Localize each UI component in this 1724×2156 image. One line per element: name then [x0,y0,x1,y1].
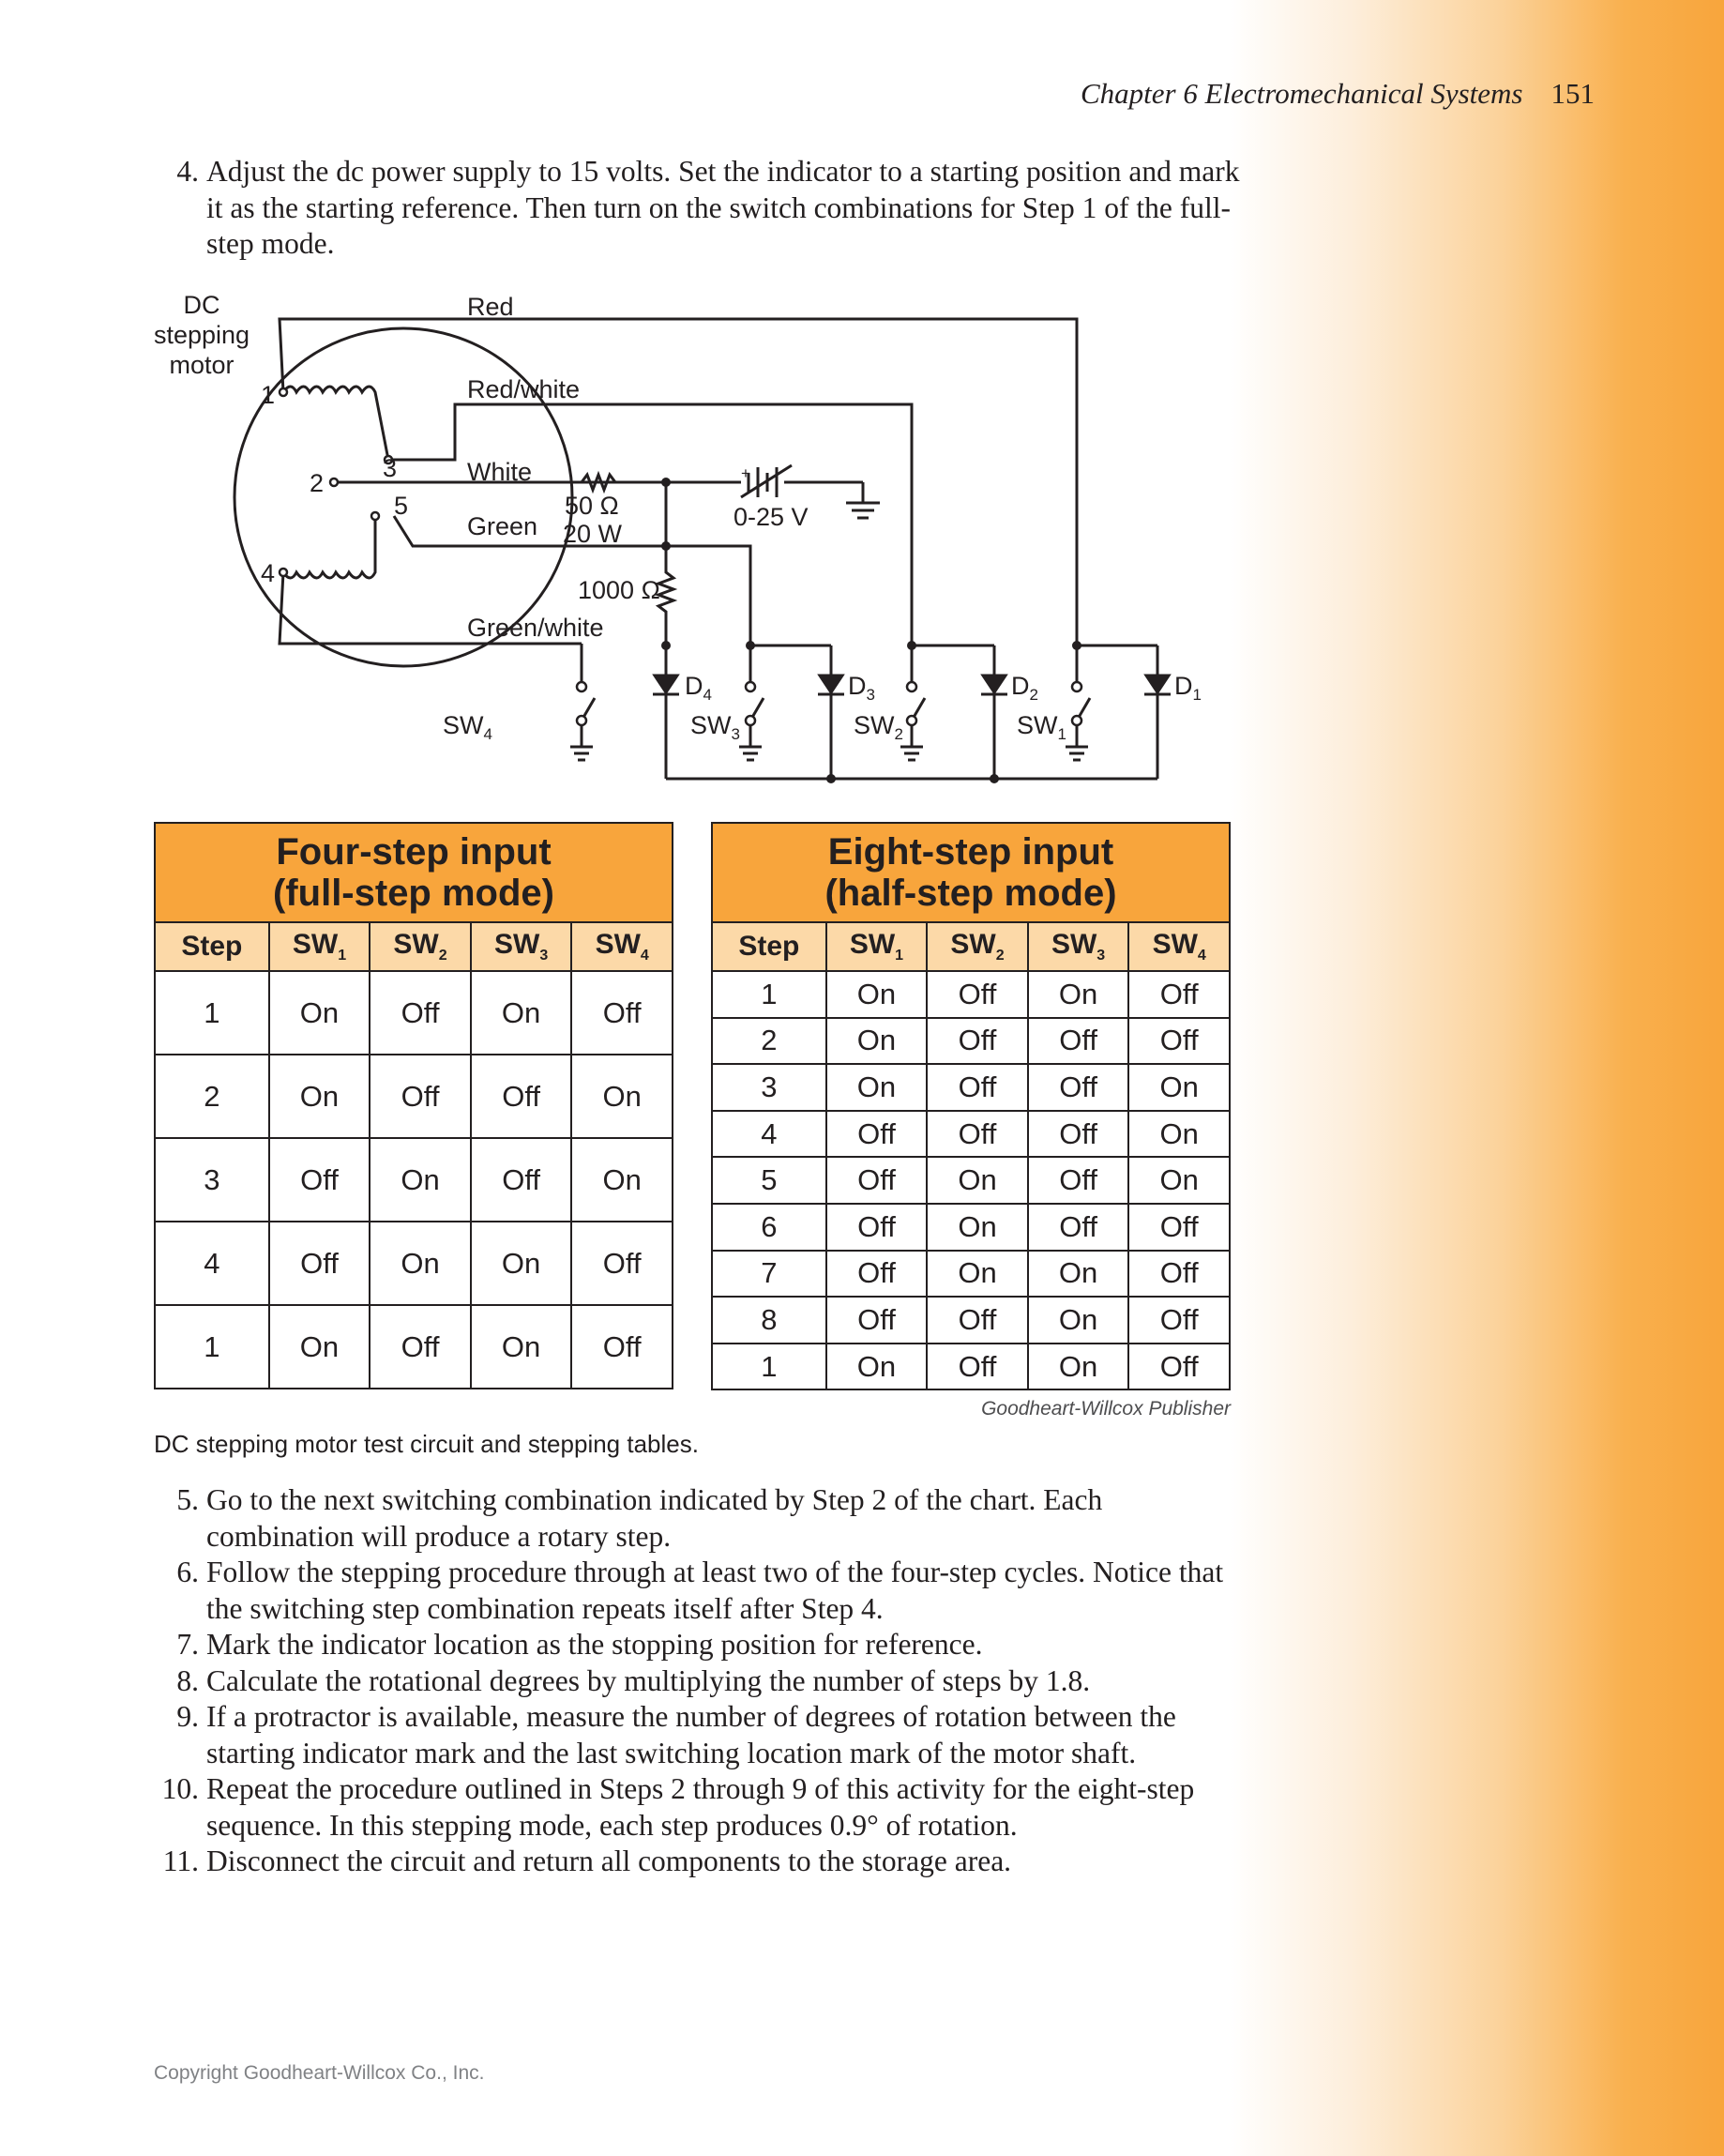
switch-state-cell: Off [826,1251,928,1298]
half-step-table [711,822,1231,1390]
switch-state-cell: Off [269,1222,371,1305]
table-row [155,971,673,1055]
switch-state-cell: On [826,1064,928,1111]
switch-state-cell: Off [927,1297,1028,1344]
resistor-1000-label: 1000 Ω [578,576,660,604]
switch-state-cell: Off [927,1344,1028,1390]
switch-state-cell: Off [1128,1297,1230,1344]
switch-state-cell: Off [1128,1251,1230,1298]
step-text: Adjust the dc power supply to 15 volts. Set the indicator to a starting position and mark it as the starting reference. Then turn on the switch combinations for Step 1 of the full-step mode. [206,155,1240,260]
switch-state-cell: Off [1128,971,1230,1018]
step-cell: 7 [712,1251,826,1298]
column-header: Step [712,922,826,971]
column-header: $SW_4$ [571,922,673,971]
step-number: 10. [161,1772,199,1805]
list-item [152,1844,1240,1880]
step-text: Calculate the rotational degrees by multiplying the number of steps by 1.8. [206,1663,1091,1697]
resistor-50-watt: 20 W [563,520,623,548]
terminal-2-label: 2 [310,469,325,497]
column-header: Step [155,922,269,971]
step-number: 4. [176,155,199,188]
switch-state-cell: On [269,971,371,1055]
switch-state-cell: On [927,1157,1028,1204]
switch-state-cell: Off [471,1055,572,1138]
switch-state-cell: On [927,1204,1028,1251]
step-text: Mark the indicator location as the stopping position for reference. [206,1628,983,1661]
switch-state-cell: Off [826,1111,928,1158]
wire-white-label: White [467,458,533,486]
step-cell: 8 [712,1297,826,1344]
table-row [712,971,1230,1018]
figure-caption: DC stepping motor test circuit and stepping tables. [154,1430,699,1458]
page-number: 151 [1550,77,1595,110]
switch-sw2-label: $SW_2$ [854,711,903,743]
list-item [152,1699,1240,1771]
table-row [155,1055,673,1138]
supply-plus: + [741,464,750,482]
switch-state-cell: Off [471,1138,572,1222]
step-text: Disconnect the circuit and return all components to the storage area. [206,1845,1012,1877]
procedure-step-list [152,1482,1240,1880]
wire-green-white-label: Green/white [467,614,604,642]
switch-state-cell: Off [826,1297,928,1344]
column-header: $SW_2$ [370,922,471,971]
table-row [712,1251,1230,1298]
switch-state-cell: Off [1028,1204,1129,1251]
terminal-1-label: 1 [261,381,276,409]
step-number: 9. [176,1700,199,1733]
column-header: $SW_4$ [1128,922,1230,971]
table-row [712,1344,1230,1390]
switch-state-cell: Off [1128,1018,1230,1065]
motor-label-line1: DC [183,291,220,319]
table-row [712,1204,1230,1251]
orange-sidebar-band [1229,0,1724,2156]
step-cell: 1 [712,971,826,1018]
full-step-title: Four-step input (full-step mode) [155,823,673,922]
switch-state-cell: On [471,971,572,1055]
switch-state-cell: On [571,1055,673,1138]
switch-state-cell: Off [571,1222,673,1305]
step-cell: 3 [155,1138,269,1222]
table-row [712,1018,1230,1065]
copyright-notice: Copyright Goodheart-Willcox Co., Inc. [154,2062,485,2084]
half-step-title: Eight-step input (half-step mode) [712,823,1230,922]
column-header: $SW_1$ [826,922,928,971]
switch-state-cell: Off [826,1204,928,1251]
upper-coil [283,387,388,460]
list-item [152,1627,1240,1663]
switch-state-cell: Off [1028,1111,1129,1158]
switch-sw1-label: $SW_1$ [1017,711,1066,743]
step-cell: 5 [712,1157,826,1204]
switch-state-cell: On [1028,1344,1129,1390]
full-step-table [154,822,673,1389]
list-item [152,1482,1240,1555]
column-header: $SW_3$ [471,922,572,971]
figure-credit: Goodheart-Willcox Publisher [981,1398,1231,1420]
half-step-header-row [712,922,1230,971]
switch-state-cell: Off [826,1157,928,1204]
list-item [152,1555,1240,1627]
switch-sw4-label: $SW_4$ [443,711,492,743]
switch-state-cell: Off [1028,1064,1129,1111]
switch-state-cell: On [826,1018,928,1065]
switch-state-cell: On [571,1138,673,1222]
list-item [152,1771,1240,1844]
switch-state-cell: On [927,1251,1028,1298]
diode-d1-label: $D_1$ [1174,672,1202,704]
step-cell: 3 [712,1064,826,1111]
switch-state-cell: Off [370,1305,471,1389]
step-number: 7. [176,1628,199,1661]
step-cell: 6 [712,1204,826,1251]
switch-state-cell: Off [927,971,1028,1018]
switch-state-cell: Off [269,1138,371,1222]
switch-state-cell: Off [1028,1157,1129,1204]
list-item [152,154,1240,263]
switch-state-cell: On [1128,1064,1230,1111]
lower-coil [283,516,375,578]
switch-state-cell: Off [1028,1018,1129,1065]
step-cell: 1 [712,1344,826,1390]
switch-state-cell: Off [571,1305,673,1389]
terminal-3-label: 3 [383,454,398,482]
table-row [712,1111,1230,1158]
list-item [152,1663,1240,1700]
switch-state-cell: Off [927,1018,1028,1065]
chapter-title: Chapter 6 Electromechanical Systems [1081,77,1523,110]
switch-state-cell: On [1028,1297,1129,1344]
column-header: $SW_2$ [927,922,1028,971]
wire-red-label: Red [467,293,514,321]
step-number: 8. [176,1663,199,1697]
switch-state-cell: On [269,1305,371,1389]
switch-state-cell: On [1028,1251,1129,1298]
step-cell: 1 [155,971,269,1055]
switch-state-cell: Off [1128,1204,1230,1251]
step-cell: 4 [155,1222,269,1305]
step-cell: 4 [712,1111,826,1158]
switch-state-cell: Off [370,971,471,1055]
wire-red-white-label: Red/white [467,375,581,403]
switch-state-cell: On [471,1222,572,1305]
switch-state-cell: On [1128,1111,1230,1158]
table-row [155,1138,673,1222]
motor-label-line3: motor [169,351,234,379]
step-text: Go to the next switching combination indicated by Step 2 of the chart. Each combination will produce a rotary step. [206,1483,1103,1553]
switch-state-cell: Off [927,1111,1028,1158]
step-number: 5. [176,1483,199,1516]
switch-sw3-label: $SW_3$ [690,711,740,743]
switch-state-cell: On [370,1222,471,1305]
step-text: Follow the stepping procedure through at least two of the four-step cycles. Notice that the switching step combination repeats itself after Step 4. [206,1556,1224,1625]
terminal-4-label: 4 [261,559,276,587]
switch-state-cell: Off [571,971,673,1055]
switch-state-cell: On [1028,971,1129,1018]
terminal-5-label: 5 [394,492,409,520]
running-header [844,77,1595,111]
table-row [155,1222,673,1305]
step-cell: 1 [155,1305,269,1389]
switch-state-cell: On [471,1305,572,1389]
wire-green-label: Green [467,512,538,540]
table-row [712,1064,1230,1111]
intro-step-list [152,154,1240,263]
step-number: 6. [176,1556,199,1588]
column-header: $SW_3$ [1028,922,1129,971]
diode-d3-label: $D_3$ [848,672,875,704]
diode-d2-label: $D_2$ [1011,672,1038,704]
diode-d4-label: $D_4$ [685,672,712,704]
switch-state-cell: On [826,1344,928,1390]
supply-label: 0-25 V [733,503,809,531]
table-row [712,1297,1230,1344]
switch-state-cell: On [1128,1157,1230,1204]
table-row [155,1305,673,1389]
switch-state-cell: On [826,971,928,1018]
switch-state-cell: Off [1128,1344,1230,1390]
step-text: Repeat the procedure outlined in Steps 2 through 9 of this activity for the eight-step sequence. In this stepping mode, each step produces 0.9° of rotation. [206,1772,1195,1842]
switch-state-cell: Off [370,1055,471,1138]
switch-state-cell: On [370,1138,471,1222]
step-number: 11. [162,1845,199,1877]
motor-label-line2: stepping [153,321,250,349]
stepping-motor-circuit-diagram [141,281,1202,807]
table-row [712,1157,1230,1204]
switch-state-cell: On [269,1055,371,1138]
resistor-50-value: 50 Ω [565,492,619,520]
switch-state-cell: Off [927,1064,1028,1111]
column-header: $SW_1$ [269,922,371,971]
step-text: If a protractor is available, measure the number of degrees of rotation between the starting indicator mark and the last switching location mark of the motor shaft. [206,1700,1176,1769]
step-cell: 2 [155,1055,269,1138]
step-cell: 2 [712,1018,826,1065]
full-step-header-row [155,922,673,971]
